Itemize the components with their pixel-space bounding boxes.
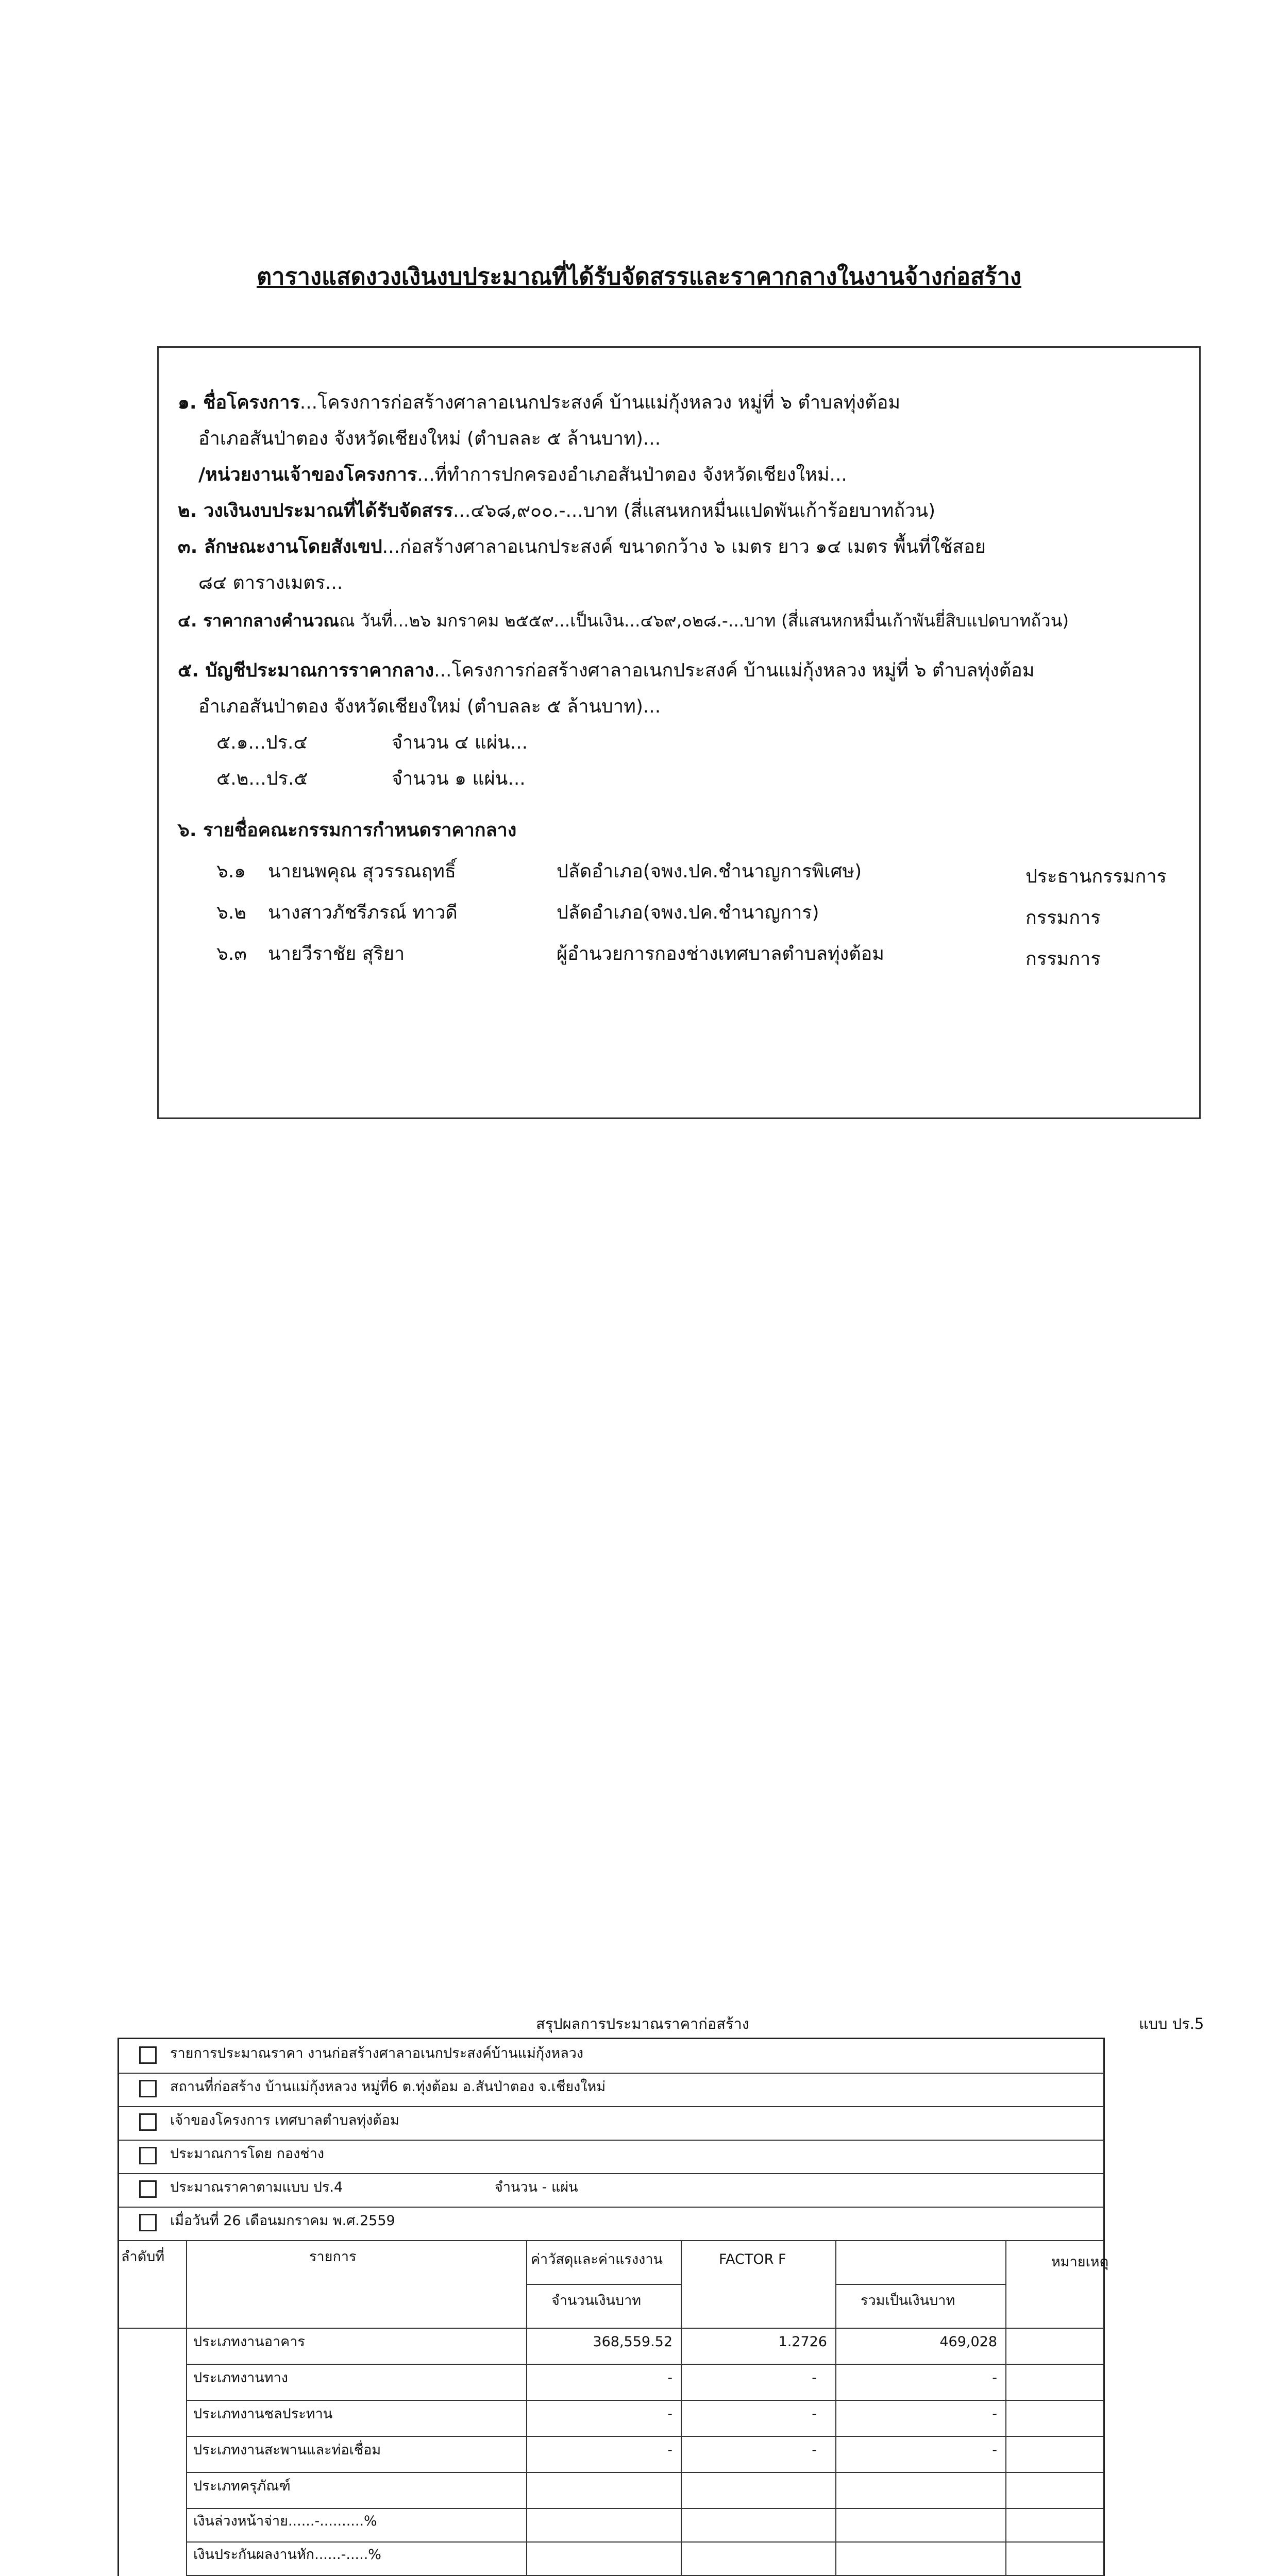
header-item-5: ประมาณราคาตามแบบ ปร.4 — [170, 2179, 343, 2195]
header-item-4: ประมาณการโดย กองช่าง — [170, 2146, 325, 2162]
checkbox-owner[interactable] — [139, 2113, 157, 2131]
committee-3-no: ๖.๓ — [216, 943, 247, 964]
row-2-item: ประเภทงานทาง — [193, 2370, 288, 2386]
row-4-cost: - — [667, 2442, 672, 2458]
row-2-cost: - — [667, 2370, 672, 2386]
item-1-agency — [198, 464, 847, 486]
item-4 — [178, 611, 1069, 631]
col-cost-sub: จำนวนเงินบาท — [551, 2293, 642, 2309]
item-5-text: ...โครงการก่อสร้างศาลาอเนกประสงค์ บ้านแม่กุ้งหลวง หมู่ที่ ๖ ตำบลทุ่งต้อม — [434, 660, 1035, 681]
item-5-label: ๕. บัญชีประมาณการราคากลาง — [178, 660, 434, 681]
committee-2-no: ๖.๒ — [216, 902, 247, 923]
col-item: รายการ — [309, 2249, 357, 2265]
sheet-count: จำนวน - แผ่น — [495, 2179, 578, 2195]
committee-1-no: ๖.๑ — [216, 861, 246, 882]
agency-text: ...ที่ทำการปกครองอำเภอสันป่าตอง จังหวัดเชียงใหม่... — [417, 464, 847, 485]
checkbox-estimate-item[interactable] — [139, 2046, 157, 2064]
item-1 — [178, 392, 900, 414]
item-2 — [178, 500, 935, 522]
item-2-text: ...๔๖๘,๙๐๐.-...บาท (สี่แสนหกหมื่นแปดพันเก้าร้อยบาทถ้วน) — [453, 500, 936, 521]
item-5-2-count: จำนวน ๑ แผ่น... — [392, 768, 526, 789]
item-1-line2: อำเภอสันป่าตอง จังหวัดเชียงใหม่ (ตำบลละ ๕ ล้านบาท)... — [198, 428, 661, 449]
col-note: หมายเหตุ — [1051, 2254, 1109, 2270]
row-2-total: - — [992, 2370, 997, 2386]
announcement-box — [157, 346, 1201, 1119]
checkbox-form-basis[interactable] — [139, 2180, 157, 2198]
row-1-factor: 1.2726 — [778, 2334, 827, 2350]
item-4-label: ๔. ราคากลางคำนวณ — [178, 611, 340, 631]
committee-1-role: ประธานกรรมการ — [1025, 866, 1167, 887]
item-5-1-count: จำนวน ๔ แผ่น... — [392, 732, 528, 753]
item-3-label: ๓. ลักษณะงานโดยสังเขป — [178, 536, 382, 557]
checkbox-site[interactable] — [139, 2080, 157, 2097]
committee-2-position: ปลัดอำเภอ(จพง.ปค.ชำนาญการ) — [557, 902, 819, 923]
row-3-item: ประเภทงานชลประทาน — [193, 2406, 333, 2422]
committee-3-position: ผู้อำนวยการกองช่างเทศบาลตำบลทุ่งต้อม — [557, 943, 884, 964]
row-2-factor: - — [812, 2370, 817, 2386]
page1-title: ตารางแสดงวงเงินงบประมาณที่ได้รับจัดสรรและราคากลางในงานจ้างก่อสร้าง — [257, 263, 1021, 290]
estimate-summary-title: สรุปผลการประมาณราคาก่อสร้าง — [536, 2015, 749, 2032]
checkbox-date[interactable] — [139, 2214, 157, 2231]
col-no: ลำดับที่ — [121, 2249, 165, 2265]
item-5-2-code: ๕.๒...ปร.๕ — [216, 768, 308, 789]
row-1-cost: 368,559.52 — [593, 2334, 672, 2350]
item-3-text: ...ก่อสร้างศาลาอเนกประสงค์ ขนาดกว้าง ๖ เมตร ยาว ๑๔ เมตร พื้นที่ใช้สอย — [382, 536, 986, 557]
col-factor: FACTOR F — [719, 2251, 786, 2267]
row-4-factor: - — [812, 2442, 817, 2458]
committee-1-position: ปลัดอำเภอ(จพง.ปค.ชำนาญการพิเศษ) — [557, 861, 862, 882]
committee-3-role: กรรมการ — [1025, 948, 1101, 970]
row-6-item: เงินล่วงหน้าจ่าย......-..........% — [193, 2513, 377, 2529]
committee-3-name: นายวีราชัย สุริยา — [268, 943, 405, 964]
committee-2-role: กรรมการ — [1025, 907, 1101, 928]
agency-label: /หน่วยงานเจ้าของโครงการ — [198, 464, 417, 485]
header-item-1: รายการประมาณราคา งานก่อสร้างศาลาอเนกประสงค์บ้านแม่กุ้งหลวง — [170, 2045, 584, 2061]
row-3-total: - — [992, 2406, 997, 2422]
row-7-item: เงินประกันผลงานหัก......-.....% — [193, 2547, 381, 2563]
form-code: แบบ ปร.5 — [1139, 2015, 1204, 2032]
row-3-cost: - — [667, 2406, 672, 2422]
item-4-text: ณ วันที่...๒๖ มกราคม ๒๕๕๙...เป็นเงิน...๔๖๙,๐๒๘.-...บาท (สี่แสนหกหมื่นเก้าพันยี่สิบแปดบาทถ้วน) — [339, 611, 1069, 631]
row-1-item: ประเภทงานอาคาร — [193, 2334, 305, 2350]
item-5-line2: อำเภอสันป่าตอง จังหวัดเชียงใหม่ (ตำบลละ ๕ ล้านบาท)... — [198, 696, 661, 717]
item-1-text: ...โครงการก่อสร้างศาลาอเนกประสงค์ บ้านแม่กุ้งหลวง หมู่ที่ ๖ ตำบลทุ่งต้อม — [299, 392, 901, 413]
checkbox-estimator[interactable] — [139, 2147, 157, 2164]
item-6-label: ๖. รายชื่อคณะกรรมการกำหนดราคากลาง — [178, 820, 517, 841]
row-5-item: ประเภทครุภัณฑ์ — [193, 2478, 291, 2494]
item-1-label: ๑. ชื่อโครงการ — [178, 392, 300, 413]
row-1-total: 469,028 — [939, 2334, 997, 2350]
item-3-line2: ๘๔ ตารางเมตร... — [198, 572, 343, 594]
row-4-item: ประเภทงานสะพานและท่อเชื่อม — [193, 2442, 381, 2458]
item-3 — [178, 536, 986, 558]
committee-2-name: นางสาวภัชรีภรณ์ ทาวดี — [268, 902, 458, 923]
row-4-total: - — [992, 2442, 997, 2458]
item-2-label: ๒. วงเงินงบประมาณที่ได้รับจัดสรร — [178, 500, 453, 521]
row-3-factor: - — [812, 2406, 817, 2422]
col-cost: ค่าวัสดุและค่าแรงงาน — [531, 2251, 663, 2267]
col-total-sub: รวมเป็นเงินบาท — [861, 2293, 955, 2309]
header-item-2: สถานที่ก่อสร้าง บ้านแม่กุ้งหลวง หมู่ที่6 ต.ทุ่งต้อม อ.สันป่าตอง จ.เชียงใหม่ — [170, 2079, 606, 2095]
header-item-3: เจ้าของโครงการ เทศบาลตำบลทุ่งต้อม — [170, 2112, 399, 2128]
item-5 — [178, 659, 1034, 682]
header-item-6: เมื่อวันที่ 26 เดือนมกราคม พ.ศ.2559 — [170, 2213, 395, 2229]
committee-1-name: นายนพคุณ สุวรรณฤทธิ์ — [268, 861, 456, 882]
item-5-1-code: ๕.๑...ปร.๔ — [216, 732, 308, 753]
